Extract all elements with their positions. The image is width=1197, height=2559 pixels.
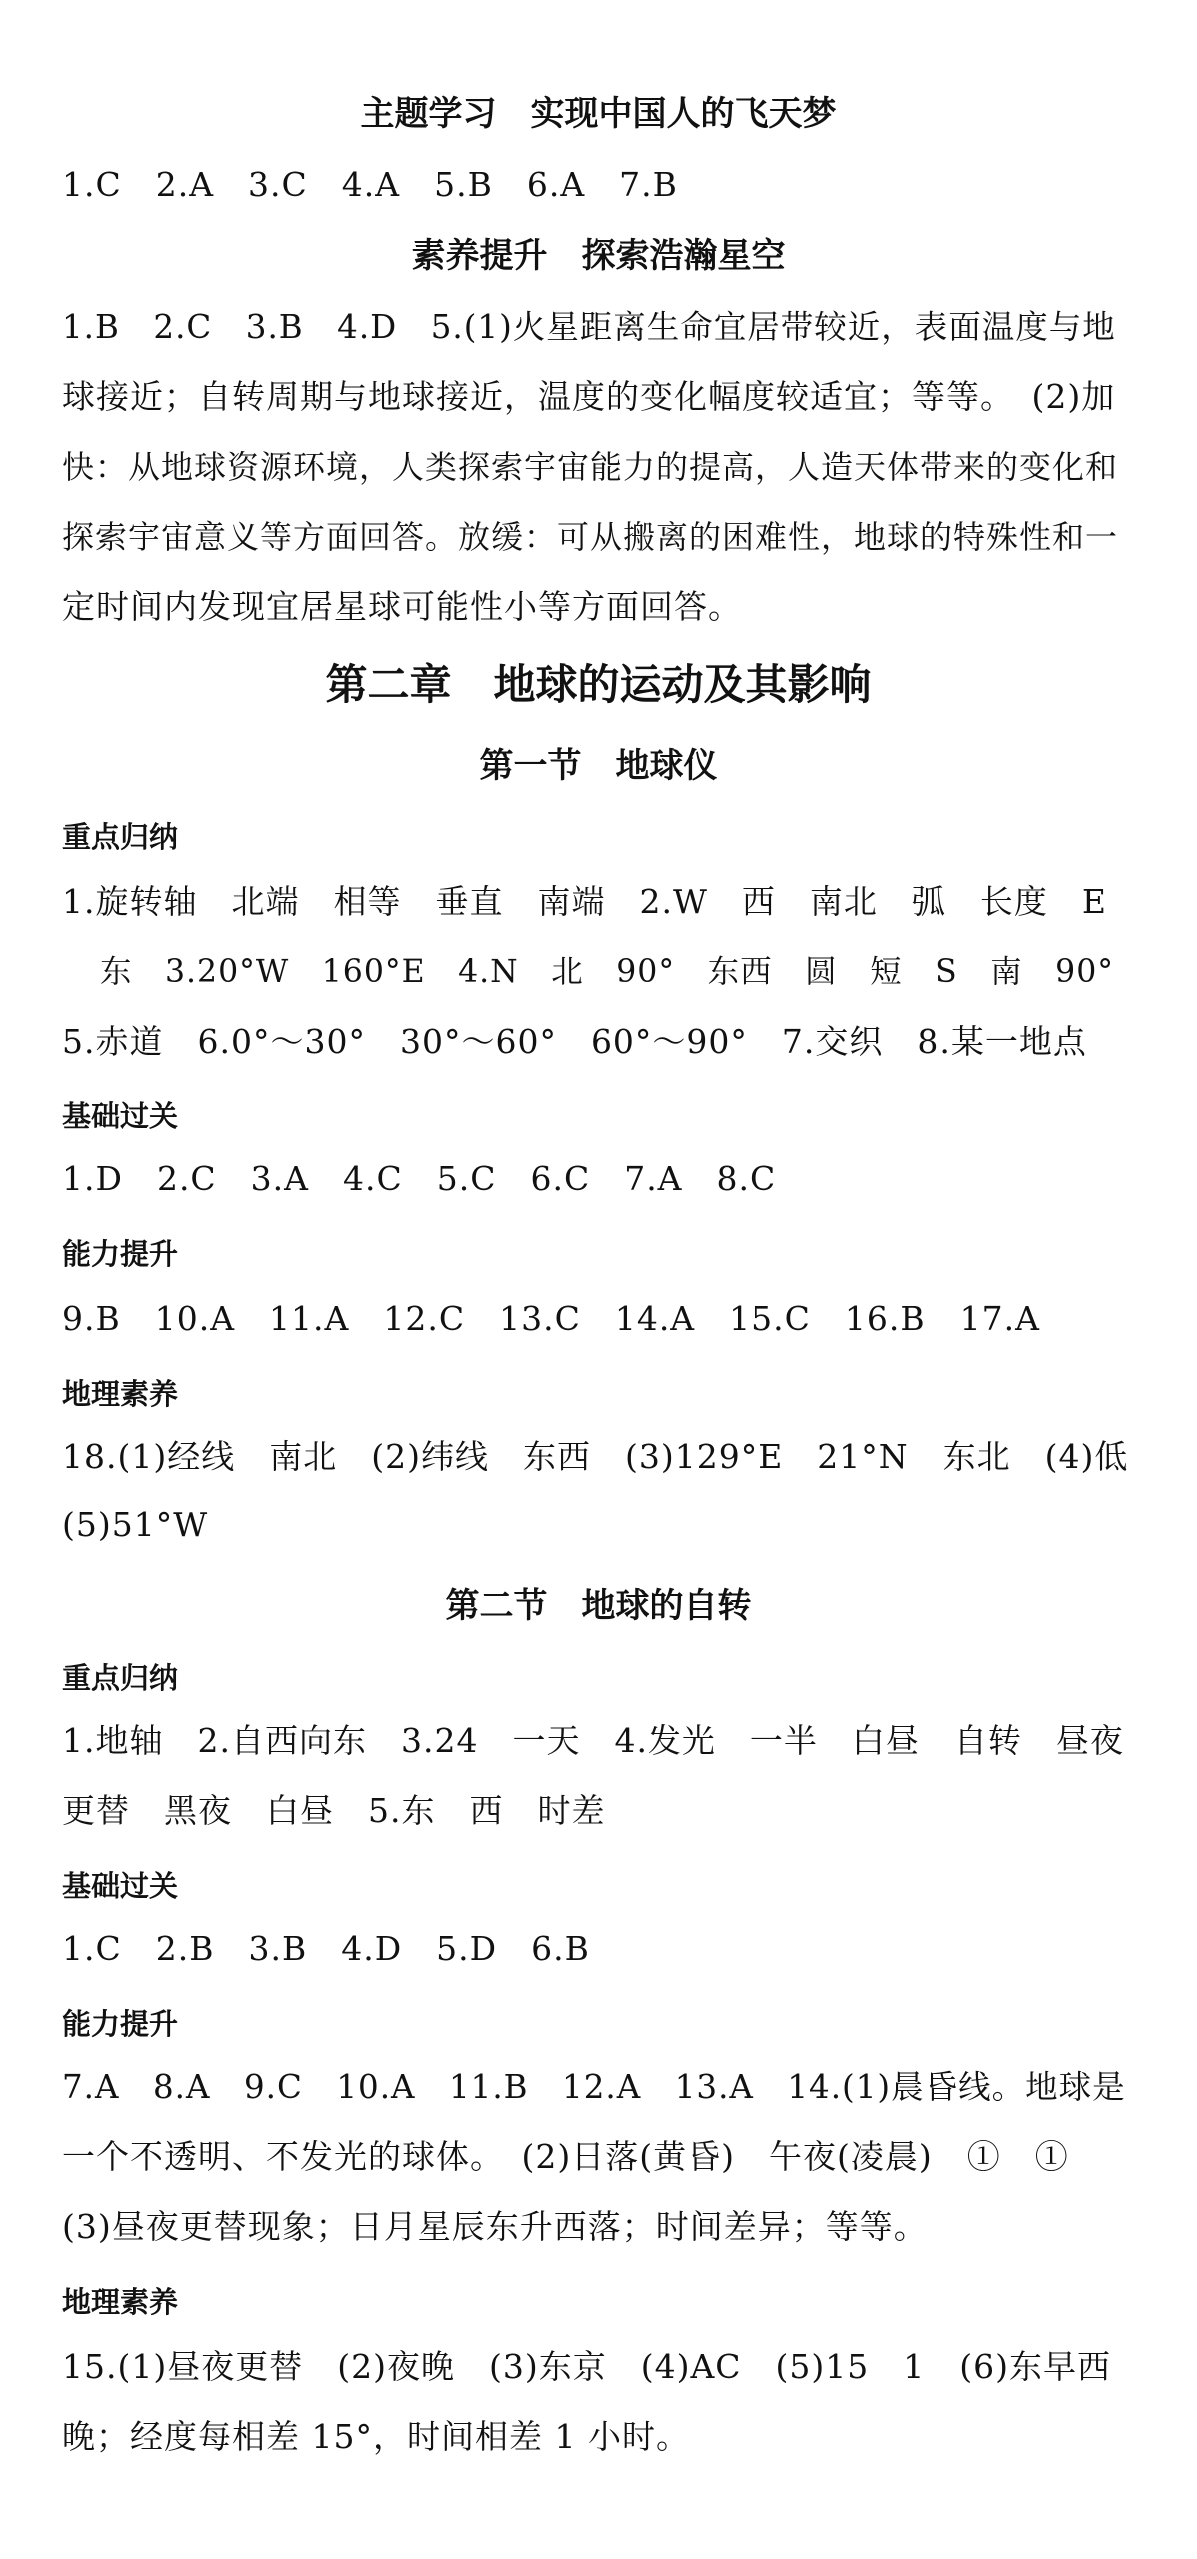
chapter-title: 第二章 地球的运动及其影响	[325, 660, 872, 709]
answer-line: (5)51°W	[62, 1505, 209, 1544]
section-title-rotation: 第二节 地球的自转	[445, 1586, 752, 1626]
answer-line: (3)昼夜更替现象；日月星辰东升西落；时间差异；等等。	[62, 2207, 928, 2246]
section-title-globe: 第一节 地球仪	[479, 746, 718, 786]
subheading-geography-literacy: 地理素养	[62, 2285, 179, 2319]
answer-line: 1.B 2.C 3.B 4.D 5.(1)火星距离生命宜居带较近，表面温度与地	[62, 308, 1116, 346]
subheading-basics: 基础过关	[62, 1099, 179, 1133]
answer-line: 15.(1)昼夜更替 (2)夜晚 (3)东京 (4)AC (5)15 1 (6)东早西	[62, 2347, 1112, 2386]
answer-line: 1.旋转轴 北端 相等 垂直 南端 2.W 西 南北 弧 长度 E	[62, 882, 1107, 921]
answer-line: 更替 黑夜 白昼 5.东 西 时差	[62, 1791, 606, 1830]
answer-line: 9.B 10.A 11.A 12.C 13.C 14.A 15.C 16.B 17.A	[62, 1299, 1040, 1338]
answer-line: 一个不透明、不发光的球体。 (2)日落(黄昏) 午夜(凌晨) ① ①	[62, 2137, 1069, 2176]
answer-line: 1.地轴 2.自西向东 3.24 一天 4.发光 一半 白昼 自转 昼夜	[62, 1721, 1124, 1760]
subheading-key-points: 重点归纳	[62, 1661, 179, 1695]
answer-line: 5.赤道 6.0°～30° 30°～60° 60°～90° 7.交织 8.某一地点	[62, 1022, 1087, 1061]
answer-line: 球接近；自转周期与地球接近，温度的变化幅度较适宜；等等。 (2)加	[62, 377, 1116, 416]
subheading-basics: 基础过关	[62, 1869, 179, 1903]
answer-line: 东 3.20°W 160°E 4.N 北 90° 东西 圆 短 S 南 90°	[100, 954, 1114, 990]
answer-line: 1.C 2.A 3.C 4.A 5.B 6.A 7.B	[62, 165, 678, 204]
subheading-key-points: 重点归纳	[62, 820, 179, 854]
answer-line: 探索宇宙意义等方面回答。放缓：可从搬离的困难性，地球的特殊性和一	[62, 518, 1119, 556]
answer-line: 7.A 8.A 9.C 10.A 11.B 12.A 13.A 14.(1)晨昏线。地球是	[62, 2068, 1126, 2106]
subheading-ability: 能力提升	[62, 2007, 179, 2041]
answer-line: 定时间内发现宜居星球可能性小等方面回答。	[62, 587, 742, 626]
section-title-literacy: 素养提升 探索浩瀚星空	[411, 236, 786, 276]
answer-line: 1.D 2.C 3.A 4.C 5.C 6.C 7.A 8.C	[62, 1159, 777, 1198]
answer-line: 晚；经度每相差 15°，时间相差 1 小时。	[62, 2417, 690, 2456]
subheading-geography-literacy: 地理素养	[62, 1377, 179, 1411]
subheading-ability: 能力提升	[62, 1237, 179, 1271]
answer-line: 快：从地球资源环境，人类探索宇宙能力的提高，人造天体带来的变化和	[62, 448, 1119, 486]
answer-line: 18.(1)经线 南北 (2)纬线 东西 (3)129°E 21°N 东北 (4)低	[62, 1437, 1129, 1476]
answer-line: 1.C 2.B 3.B 4.D 5.D 6.B	[62, 1929, 590, 1968]
section-title-theme-study: 主题学习 实现中国人的飞天梦	[360, 94, 837, 134]
